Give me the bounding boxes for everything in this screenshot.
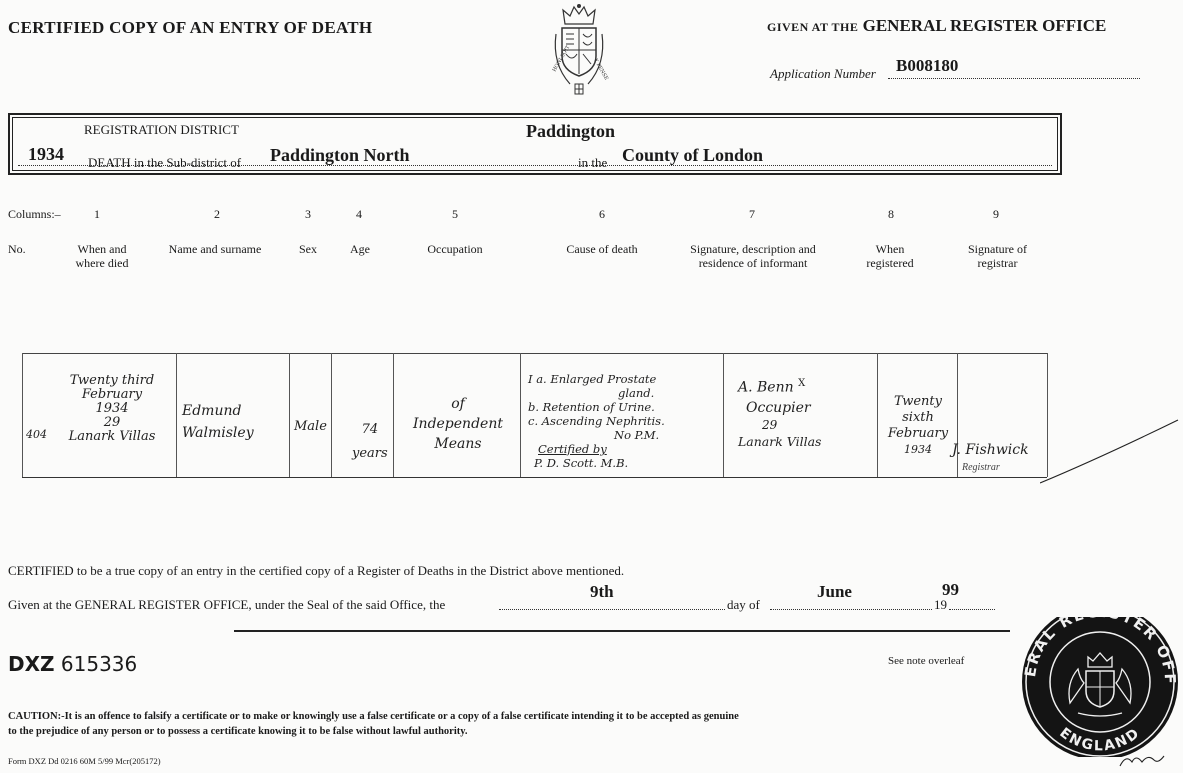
handwritten-initials xyxy=(1118,752,1168,773)
header-no: No. xyxy=(8,242,26,256)
header-cause-of-death: Cause of death xyxy=(566,242,638,256)
entry-name xyxy=(182,400,254,444)
informant-street: Lanark Villas xyxy=(738,433,822,449)
column-number-6: 6 xyxy=(599,207,605,221)
given-at-label: GIVEN AT THE xyxy=(767,20,859,34)
seal-text: ERAL R TER OFF xyxy=(1021,617,1180,687)
registration-district-label: REGISTRATION DISTRICT xyxy=(84,122,239,137)
column-number-1: 1 xyxy=(94,207,100,221)
death-place-number: 29 xyxy=(103,415,121,430)
entry-informant xyxy=(738,374,868,452)
informant-house-number: 29 xyxy=(762,417,778,432)
registered-year: 1934 xyxy=(904,443,932,456)
caution-text: CAUTION:-It is an offence to falsify a certificate or to make or knowingly use a false certificate or a copy of a false certificate intending it to be accepted as genuine to the prejudice of any person or to possess a certificate knowing it to be false without lawful authority. xyxy=(8,711,739,737)
header-when-registered xyxy=(850,242,930,270)
column-number-9: 9 xyxy=(993,207,999,221)
svg-text:Y PENSE: Y PENSE xyxy=(592,58,610,82)
entry-divider xyxy=(22,353,23,477)
see-note-overleaf: See note overleaf xyxy=(888,655,965,667)
given-at-statement: Given at the GENERAL REGISTER OFFICE, under the Seal of the said Office, the xyxy=(8,597,446,612)
application-number-label: Application Number xyxy=(770,66,876,81)
header-when-registered-line-2: registered xyxy=(866,256,914,270)
cause-line-2: gland. xyxy=(618,386,655,400)
entry-when-where-died xyxy=(48,374,176,444)
death-place-street: Lanark Villas xyxy=(68,429,156,444)
certificate-title: CERTIFIED COPY OF AN ENTRY OF DEATH xyxy=(8,18,373,37)
column-number-7: 7 xyxy=(749,207,755,221)
subdistrict-value: Paddington North xyxy=(270,145,410,165)
cause-line-6: Certified by xyxy=(538,442,607,456)
header-age: Age xyxy=(350,242,370,256)
header-registrar-signature xyxy=(950,242,1045,270)
royal-crest-icon xyxy=(548,4,610,101)
column-number-3: 3 xyxy=(305,207,311,221)
in-the-label: in the xyxy=(578,155,608,170)
header-occupation: Occupation xyxy=(427,242,483,256)
header-when-registered-line-1: When xyxy=(875,242,905,256)
county-value: County of London xyxy=(622,145,764,165)
subdistrict-label: DEATH in the Sub-district of xyxy=(88,155,242,170)
entry-when-registered xyxy=(880,394,956,458)
column-number-2: 2 xyxy=(214,207,220,221)
gro-seal-icon xyxy=(1020,617,1180,762)
signature-rule xyxy=(234,630,1010,632)
header-when-where-died xyxy=(52,242,152,270)
entry-occupation xyxy=(398,394,518,454)
registered-day-1: Twenty xyxy=(894,394,942,409)
registered-month: February xyxy=(887,426,949,441)
entry-age xyxy=(352,418,388,466)
header-sex: Sex xyxy=(299,242,317,256)
header-when-where-line-1: When and xyxy=(77,242,127,256)
informant-name: A. Benn xyxy=(738,379,794,396)
entry-sex: Male xyxy=(294,419,327,434)
certificate-serial xyxy=(8,652,137,676)
cause-line-5: No P.M. xyxy=(614,428,660,442)
death-year: 1934 xyxy=(28,144,64,164)
cause-line-7: P. D. Scott. M.B. xyxy=(534,456,629,470)
given-day: 9th xyxy=(590,582,614,601)
entry-cause-of-death xyxy=(528,372,723,470)
registrar-signature: J. Fishwick xyxy=(952,442,1029,458)
gro-label: GENERAL REGISTER OFFICE xyxy=(862,16,1107,35)
serial-number: 615336 xyxy=(60,652,138,676)
occupation-line-2: Independent xyxy=(413,416,503,432)
entry-divider xyxy=(723,353,724,477)
death-date-year: 1934 xyxy=(95,401,129,416)
header-informant-line-1: Signature, description and xyxy=(690,242,816,256)
year-dotted-line xyxy=(949,609,995,610)
diagonal-stroke xyxy=(1040,418,1180,493)
occupation-line-1: of xyxy=(451,396,465,412)
cause-line-3: b. Retention of Urine. xyxy=(528,400,655,414)
header-registrar-line-2: registrar xyxy=(977,256,1018,270)
application-number-value: B008180 xyxy=(896,56,959,75)
entry-divider xyxy=(520,353,521,477)
entry-age-number: 74 xyxy=(361,422,379,437)
cause-line-1: I a. Enlarged Prostate xyxy=(528,372,657,386)
month-dotted-line xyxy=(770,609,932,610)
header-informant-line-2: residence of informant xyxy=(698,256,808,270)
seal-country: ENGLAND xyxy=(1056,724,1144,755)
death-date-day: Twenty third xyxy=(69,373,155,388)
given-at-header xyxy=(767,16,1106,36)
form-reference: Form DXZ Dd 0216 60M 5/99 Mcr(205172) xyxy=(8,756,161,766)
columns-label: Columns:– xyxy=(8,207,61,221)
header-registrar-line-1: Signature of xyxy=(968,242,1027,256)
entry-age-unit: years xyxy=(352,446,388,461)
column-number-4: 4 xyxy=(356,207,362,221)
entry-bottom-rule xyxy=(22,477,1047,478)
column-number-8: 8 xyxy=(888,207,894,221)
header-informant xyxy=(678,242,828,270)
registrar-title: Registrar xyxy=(962,462,1000,473)
day-dotted-line xyxy=(499,609,725,610)
day-of-label: day of xyxy=(727,597,760,612)
entry-surname: Walmisley xyxy=(182,425,254,441)
registration-district-value: Paddington xyxy=(526,121,616,141)
registered-day-2: sixth xyxy=(902,410,934,425)
svg-text:HONI SOIT: HONI SOIT xyxy=(551,44,572,73)
century-label: 19 xyxy=(934,597,947,612)
given-month: June xyxy=(817,582,852,601)
entry-forename: Edmund xyxy=(182,403,242,419)
informant-mark: X xyxy=(798,378,806,389)
serial-prefix: DXZ xyxy=(8,652,55,676)
entry-divider xyxy=(331,353,332,477)
entry-divider xyxy=(289,353,290,477)
column-number-5: 5 xyxy=(452,207,458,221)
entry-divider xyxy=(393,353,394,477)
given-year: 99 xyxy=(942,580,959,599)
entry-divider xyxy=(176,353,177,477)
occupation-line-3: Means xyxy=(434,436,482,452)
entry-divider xyxy=(957,353,958,477)
application-number-line xyxy=(888,78,1140,79)
death-date-month: February xyxy=(81,387,143,402)
cause-line-4: c. Ascending Nephritis. xyxy=(528,414,665,428)
entry-divider xyxy=(877,353,878,477)
informant-description: Occupier xyxy=(746,399,811,416)
header-name-surname: Name and surname xyxy=(168,242,262,256)
header-when-where-line-2: where died xyxy=(75,256,129,270)
informant-name-line xyxy=(738,374,868,398)
entry-number: 404 xyxy=(26,428,47,441)
certified-statement: CERTIFIED to be a true copy of an entry in the certified copy of a Register of Deaths in the District above mentioned. xyxy=(8,563,625,578)
